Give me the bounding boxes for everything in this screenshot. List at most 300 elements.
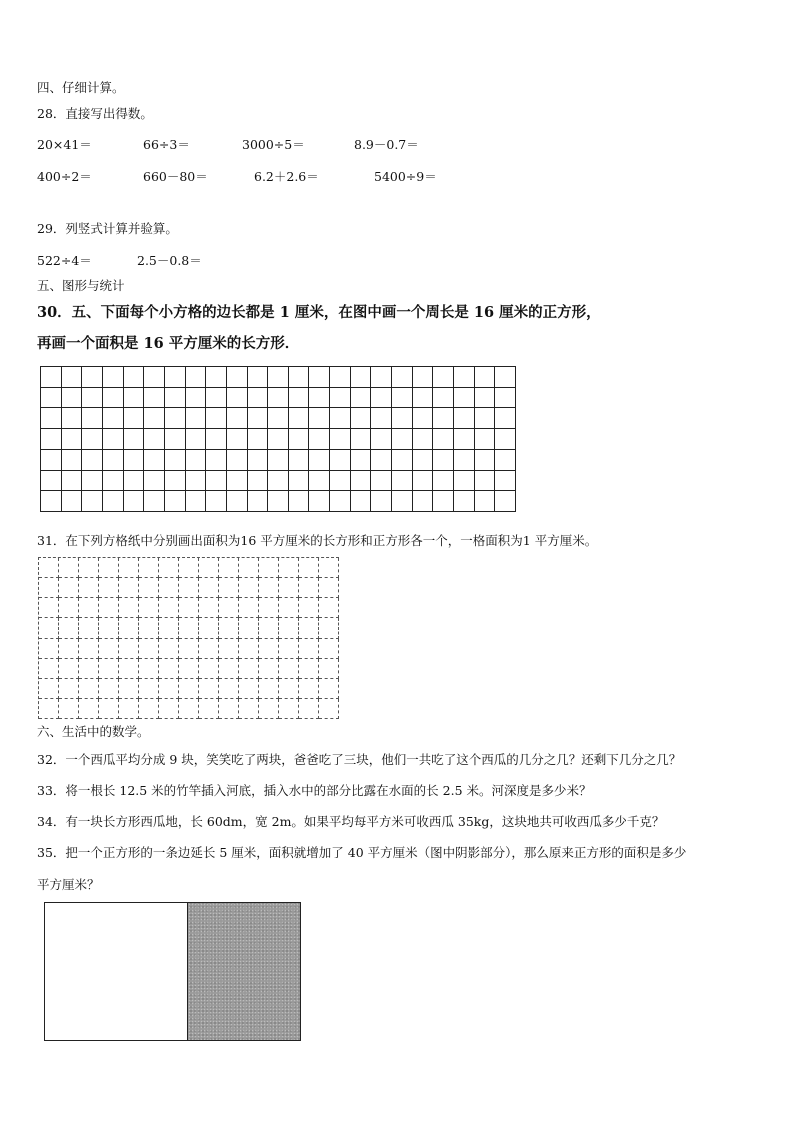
grid-cell — [159, 659, 179, 679]
grid-cell — [124, 367, 145, 388]
grid-cell — [279, 679, 299, 699]
grid-cell — [219, 659, 239, 679]
grid-cell — [199, 598, 219, 618]
grid-cell — [103, 367, 124, 388]
grid-cell — [219, 679, 239, 699]
grid-cell — [139, 699, 159, 719]
grid-cell — [124, 429, 145, 450]
grid-cell — [239, 578, 259, 598]
grid-cell — [309, 388, 330, 409]
grid-cell — [259, 639, 279, 659]
grid-cell — [119, 639, 139, 659]
grid-cell — [330, 367, 351, 388]
grid-cell — [165, 450, 186, 471]
grid-cell — [206, 367, 227, 388]
grid-cell — [268, 471, 289, 492]
grid-cell — [495, 429, 516, 450]
grid-cell — [159, 578, 179, 598]
grid-cell — [330, 491, 351, 512]
grid-cell — [59, 659, 79, 679]
grid-cell — [79, 639, 99, 659]
grid-cell — [319, 578, 339, 598]
grid-cell — [239, 618, 259, 638]
grid-cell — [475, 388, 496, 409]
grid-cell — [79, 618, 99, 638]
grid-cell — [103, 450, 124, 471]
grid-cell — [199, 578, 219, 598]
grid-cell — [371, 450, 392, 471]
grid-cell — [206, 450, 227, 471]
grid-cell — [179, 618, 199, 638]
q28-item: 3000÷5＝ — [242, 137, 305, 152]
grid-cell — [139, 558, 159, 578]
grid-cell — [289, 471, 310, 492]
section5-heading: 五、图形与统计 — [37, 278, 125, 293]
grid-cell — [319, 558, 339, 578]
grid-cell — [330, 388, 351, 409]
grid-cell — [309, 491, 330, 512]
grid-cell — [79, 558, 99, 578]
q29-item: 2.5－0.8＝ — [137, 253, 202, 268]
grid-cell — [124, 450, 145, 471]
grid-cell — [454, 388, 475, 409]
grid-cell — [165, 429, 186, 450]
grid-cell — [392, 367, 413, 388]
grid-cell — [186, 450, 207, 471]
grid-cell — [159, 699, 179, 719]
grid-cell — [186, 491, 207, 512]
grid-cell — [119, 598, 139, 618]
grid-cell — [186, 429, 207, 450]
grid-cell — [268, 450, 289, 471]
grid-cell — [219, 618, 239, 638]
grid-cell — [79, 679, 99, 699]
q35-text-line2: 平方厘米？ — [37, 877, 100, 892]
grid-cell — [62, 491, 83, 512]
grid-cell — [413, 450, 434, 471]
grid-cell — [239, 699, 259, 719]
grid-cell — [99, 598, 119, 618]
grid-cell — [309, 471, 330, 492]
grid-cell — [279, 618, 299, 638]
grid-cell — [41, 408, 62, 429]
grid-cell — [475, 450, 496, 471]
grid-cell — [199, 679, 219, 699]
grid-cell — [351, 429, 372, 450]
grid-cell — [82, 429, 103, 450]
grid-cell — [279, 639, 299, 659]
grid-cell — [227, 367, 248, 388]
grid-cell — [179, 659, 199, 679]
grid-cell — [392, 388, 413, 409]
grid-cell — [159, 598, 179, 618]
grid-cell — [119, 618, 139, 638]
grid-cell — [279, 598, 299, 618]
grid-cell — [41, 367, 62, 388]
q30-text-line2: 再画一个面积是 16 平方厘米的长方形． — [37, 335, 300, 352]
grid-cell — [299, 558, 319, 578]
grid-cell — [392, 408, 413, 429]
grid-cell — [199, 558, 219, 578]
q28-item: 20×41＝ — [37, 137, 92, 152]
grid-cell — [165, 408, 186, 429]
grid-cell — [289, 429, 310, 450]
grid-cell — [248, 367, 269, 388]
grid-cell — [206, 429, 227, 450]
grid-cell — [454, 471, 475, 492]
grid-cell — [495, 408, 516, 429]
grid-cell — [392, 429, 413, 450]
grid-cell — [495, 367, 516, 388]
q28-item: 400÷2＝ — [37, 169, 92, 184]
grid-cell — [103, 471, 124, 492]
grid-cell — [199, 639, 219, 659]
grid-cell — [268, 429, 289, 450]
grid-cell — [62, 429, 83, 450]
grid-cell — [248, 491, 269, 512]
grid-cell — [39, 618, 59, 638]
grid-cell — [392, 450, 413, 471]
grid-cell — [371, 367, 392, 388]
q28-title: 28．直接写出得数。 — [37, 106, 153, 121]
grid-cell — [99, 558, 119, 578]
section6-heading: 六、生活中的数学。 — [37, 724, 150, 739]
grid-cell — [413, 367, 434, 388]
grid-cell — [179, 699, 199, 719]
grid-cell — [239, 679, 259, 699]
grid-cell — [248, 471, 269, 492]
grid-cell — [62, 367, 83, 388]
grid-cell — [59, 679, 79, 699]
grid-cell — [39, 699, 59, 719]
grid-cell — [433, 388, 454, 409]
grid-cell — [59, 618, 79, 638]
grid-cell — [289, 491, 310, 512]
grid-cell — [454, 491, 475, 512]
grid-cell — [179, 679, 199, 699]
grid-cell — [179, 598, 199, 618]
grid-cell — [299, 699, 319, 719]
grid-cell — [259, 659, 279, 679]
grid-cell — [206, 408, 227, 429]
grid-cell — [268, 491, 289, 512]
grid-cell — [319, 699, 339, 719]
grid-cell — [227, 450, 248, 471]
grid-cell — [219, 639, 239, 659]
grid-cell — [371, 491, 392, 512]
grid-cell — [413, 491, 434, 512]
grid-cell — [433, 471, 454, 492]
grid-cell — [279, 558, 299, 578]
grid-cell — [144, 450, 165, 471]
grid-cell — [119, 699, 139, 719]
q29-item: 522÷4＝ — [37, 253, 92, 268]
grid-cell — [239, 639, 259, 659]
grid-cell — [330, 471, 351, 492]
grid-cell — [239, 659, 259, 679]
grid-cell — [199, 699, 219, 719]
grid-cell — [239, 598, 259, 618]
grid-cell — [41, 491, 62, 512]
grid-cell — [79, 699, 99, 719]
grid-cell — [433, 429, 454, 450]
grid-cell — [309, 367, 330, 388]
grid-cell — [330, 408, 351, 429]
grid-cell — [299, 618, 319, 638]
q28-item: 6.2＋2.6＝ — [254, 169, 319, 184]
grid-cell — [268, 388, 289, 409]
grid-cell — [99, 639, 119, 659]
grid-cell — [82, 450, 103, 471]
grid-cell — [248, 429, 269, 450]
grid-cell — [99, 618, 119, 638]
grid-cell — [159, 639, 179, 659]
grid-cell — [433, 491, 454, 512]
grid-cell — [159, 558, 179, 578]
grid-cell — [103, 491, 124, 512]
grid-cell — [495, 491, 516, 512]
grid-cell — [309, 429, 330, 450]
grid-cell — [279, 659, 299, 679]
grid-cell — [351, 388, 372, 409]
grid-cell — [41, 429, 62, 450]
grid-cell — [371, 388, 392, 409]
grid-cell — [413, 388, 434, 409]
grid-cell — [144, 408, 165, 429]
grid-cell — [139, 578, 159, 598]
grid-cell — [248, 450, 269, 471]
grid-cell — [413, 408, 434, 429]
grid-cell — [299, 679, 319, 699]
grid-cell — [259, 558, 279, 578]
grid-cell — [259, 699, 279, 719]
grid-cell — [119, 558, 139, 578]
grid-cell — [186, 408, 207, 429]
q31-dashed-grid[interactable] — [38, 557, 339, 719]
grid-cell — [62, 408, 83, 429]
grid-cell — [319, 639, 339, 659]
grid-cell — [433, 367, 454, 388]
grid-cell — [199, 618, 219, 638]
grid-cell — [351, 450, 372, 471]
grid-cell — [289, 408, 310, 429]
grid-cell — [299, 598, 319, 618]
grid-cell — [144, 429, 165, 450]
grid-cell — [392, 471, 413, 492]
grid-cell — [371, 408, 392, 429]
q30-square-grid[interactable] — [40, 366, 516, 512]
grid-cell — [179, 558, 199, 578]
grid-cell — [206, 388, 227, 409]
q30-text-line1: 30．五、下面每个小方格的边长都是 1 厘米，在图中画一个周长是 16 厘米的正方形， — [37, 304, 601, 321]
grid-cell — [330, 450, 351, 471]
grid-cell — [219, 578, 239, 598]
grid-cell — [165, 367, 186, 388]
grid-cell — [41, 471, 62, 492]
grid-cell — [299, 578, 319, 598]
grid-cell — [186, 388, 207, 409]
grid-cell — [351, 408, 372, 429]
grid-cell — [139, 618, 159, 638]
grid-cell — [179, 578, 199, 598]
grid-cell — [259, 598, 279, 618]
grid-cell — [124, 471, 145, 492]
grid-cell — [165, 471, 186, 492]
grid-cell — [159, 679, 179, 699]
grid-cell — [186, 471, 207, 492]
q28-item: 66÷3＝ — [143, 137, 190, 152]
grid-cell — [186, 367, 207, 388]
q35-shaded-extension — [187, 902, 301, 1041]
grid-cell — [227, 388, 248, 409]
grid-cell — [219, 598, 239, 618]
grid-cell — [268, 408, 289, 429]
grid-cell — [219, 558, 239, 578]
grid-cell — [179, 639, 199, 659]
grid-cell — [227, 491, 248, 512]
grid-cell — [79, 659, 99, 679]
grid-cell — [475, 408, 496, 429]
q28-item: 660－80＝ — [143, 169, 208, 184]
grid-cell — [219, 699, 239, 719]
grid-cell — [62, 450, 83, 471]
grid-cell — [79, 578, 99, 598]
grid-cell — [454, 408, 475, 429]
grid-cell — [165, 388, 186, 409]
grid-cell — [139, 598, 159, 618]
q28-item: 5400÷9＝ — [374, 169, 437, 184]
grid-cell — [330, 429, 351, 450]
grid-cell — [144, 367, 165, 388]
grid-cell — [59, 578, 79, 598]
grid-cell — [124, 491, 145, 512]
grid-cell — [239, 558, 259, 578]
grid-cell — [103, 429, 124, 450]
grid-cell — [41, 450, 62, 471]
grid-cell — [319, 618, 339, 638]
grid-cell — [41, 388, 62, 409]
grid-cell — [39, 679, 59, 699]
grid-cell — [289, 388, 310, 409]
grid-cell — [454, 429, 475, 450]
grid-cell — [124, 408, 145, 429]
grid-cell — [248, 388, 269, 409]
grid-cell — [99, 659, 119, 679]
q35-text-line1: 35．把一个正方形的一条边延长 5 厘米，面积就增加了 40 平方厘米（图中阴影部分），那么原来正方形的面积是多少 — [37, 845, 687, 860]
grid-cell — [99, 578, 119, 598]
q34-text: 34．有一块长方形西瓜地，长 60dm，宽 2m。如果平均每平方米可收西瓜 35kg，这块地共可收西瓜多少千克？ — [37, 814, 665, 829]
grid-cell — [495, 450, 516, 471]
grid-cell — [139, 679, 159, 699]
grid-cell — [59, 699, 79, 719]
grid-cell — [39, 558, 59, 578]
grid-cell — [159, 618, 179, 638]
grid-cell — [59, 598, 79, 618]
grid-cell — [289, 367, 310, 388]
grid-cell — [39, 659, 59, 679]
grid-cell — [62, 471, 83, 492]
grid-cell — [495, 471, 516, 492]
grid-cell — [351, 367, 372, 388]
grid-cell — [351, 471, 372, 492]
grid-cell — [59, 639, 79, 659]
grid-cell — [299, 659, 319, 679]
grid-cell — [82, 491, 103, 512]
q33-text: 33．将一根长 12.5 米的竹竿插入河底，插入水中的部分比露在水面的长 2.5 米。河深度是多少米？ — [37, 783, 592, 798]
grid-cell — [475, 471, 496, 492]
grid-cell — [299, 639, 319, 659]
grid-cell — [139, 639, 159, 659]
grid-cell — [259, 679, 279, 699]
grid-cell — [259, 618, 279, 638]
grid-cell — [119, 659, 139, 679]
grid-cell — [82, 471, 103, 492]
grid-cell — [279, 699, 299, 719]
grid-cell — [206, 471, 227, 492]
grid-cell — [475, 429, 496, 450]
grid-cell — [433, 450, 454, 471]
q32-text: 32．一个西瓜平均分成 9 块，笑笑吃了两块，爸爸吃了三块，他们一共吃了这个西瓜的几分之几？还剩下几分之几？ — [37, 752, 682, 767]
grid-cell — [124, 388, 145, 409]
grid-cell — [309, 450, 330, 471]
grid-cell — [82, 388, 103, 409]
grid-cell — [139, 659, 159, 679]
grid-cell — [144, 388, 165, 409]
section4-heading: 四、仔细计算。 — [37, 80, 125, 95]
grid-cell — [413, 471, 434, 492]
grid-cell — [62, 388, 83, 409]
grid-cell — [454, 367, 475, 388]
grid-cell — [259, 578, 279, 598]
grid-cell — [39, 639, 59, 659]
grid-cell — [371, 429, 392, 450]
grid-cell — [206, 491, 227, 512]
grid-cell — [82, 408, 103, 429]
grid-cell — [144, 471, 165, 492]
q29-title: 29．列竖式计算并验算。 — [37, 221, 178, 236]
grid-cell — [199, 659, 219, 679]
grid-cell — [39, 578, 59, 598]
q31-text: 31．在下列方格纸中分别画出面积为16 平方厘米的长方形和正方形各一个，一格面积为1 平方厘米。 — [37, 533, 598, 548]
grid-cell — [454, 450, 475, 471]
grid-cell — [119, 679, 139, 699]
grid-cell — [351, 491, 372, 512]
grid-cell — [268, 367, 289, 388]
q28-item: 8.9－0.7＝ — [354, 137, 419, 152]
grid-cell — [79, 598, 99, 618]
grid-cell — [39, 598, 59, 618]
grid-cell — [371, 471, 392, 492]
grid-cell — [99, 699, 119, 719]
grid-cell — [227, 429, 248, 450]
grid-cell — [144, 491, 165, 512]
grid-cell — [475, 491, 496, 512]
grid-cell — [248, 408, 269, 429]
grid-cell — [433, 408, 454, 429]
grid-cell — [119, 578, 139, 598]
grid-cell — [103, 388, 124, 409]
grid-cell — [475, 367, 496, 388]
grid-cell — [227, 471, 248, 492]
grid-cell — [289, 450, 310, 471]
grid-cell — [59, 558, 79, 578]
grid-cell — [227, 408, 248, 429]
grid-cell — [392, 491, 413, 512]
grid-cell — [309, 408, 330, 429]
q35-original-square — [44, 902, 189, 1041]
grid-cell — [279, 578, 299, 598]
grid-cell — [319, 679, 339, 699]
